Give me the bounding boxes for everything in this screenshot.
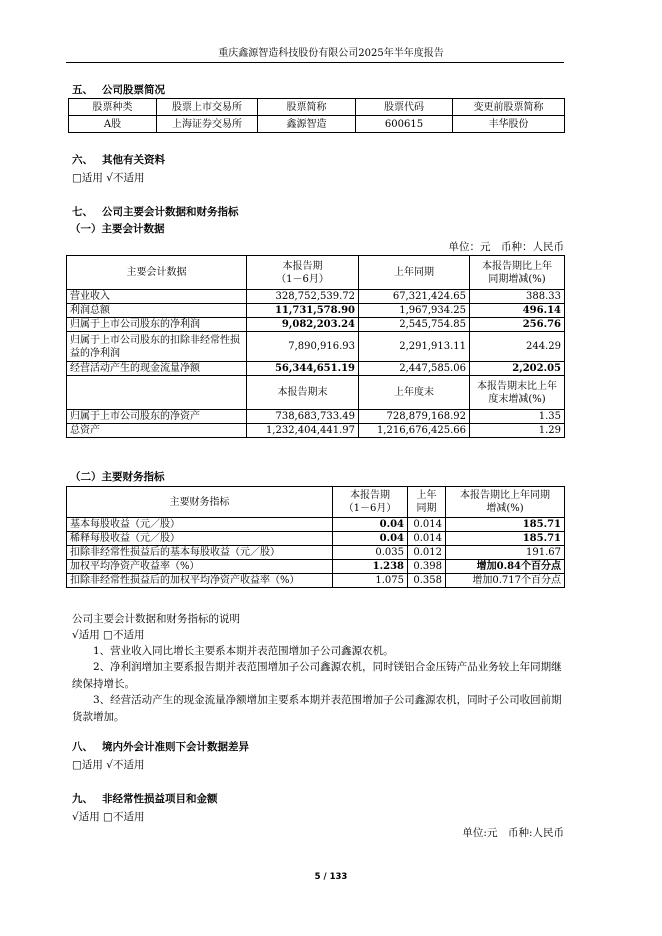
table-row (67, 332, 565, 362)
acc-head-change-text: 本报告期比上年 同期增减(%) (482, 260, 552, 285)
section9-heading (72, 791, 218, 806)
acc-row-current: 738,683,733.49 (247, 410, 359, 424)
stock-col-type: 股票种类 (69, 99, 157, 116)
section7-number: 七、 (72, 206, 93, 218)
fin-row-change: 191.67 (446, 546, 565, 560)
acc-row-label: 营业收入 (67, 290, 247, 304)
acc-row-label: 归属于上市公司股东的净资产 (67, 410, 247, 424)
fin-head-current (333, 487, 408, 518)
acc-row-prior: 2,291,913.11 (359, 332, 470, 362)
acc-head2-blank (67, 376, 247, 410)
stock-col-abbr: 股票简称 (258, 99, 356, 116)
acc-head2-prior-year-end: 上年度末 (359, 376, 470, 410)
section8-heading (72, 739, 249, 754)
section6-heading (72, 152, 165, 167)
fin-row-current: 1.238 (333, 560, 408, 574)
fin-head-prior (408, 487, 446, 518)
subsection-financial-indicators: （二）主要财务指标 (70, 471, 165, 483)
acc-row-prior: 67,321,424.65 (359, 290, 470, 304)
note-3: 3、经营活动产生的现金流量净额增加主要系本期并表范围增加子公司鑫源农机，同时子公司收回前期货款增加。 (72, 694, 562, 723)
table-row (67, 290, 565, 304)
acc-row-change: 1.29 (470, 424, 565, 438)
accounting-data-table (66, 255, 565, 438)
table-row (67, 410, 565, 424)
fin-row-change: 185.71 (446, 518, 565, 532)
stock-table (68, 98, 565, 133)
acc-row-label: 归属于上市公司股东的扣除非经常性损益的净利润 (67, 332, 247, 362)
table-row (67, 546, 565, 560)
fin-head-change-text: 本报告期比上年同期 增减(%) (460, 490, 550, 514)
acc-row-current: 328,752,539.72 (247, 290, 359, 304)
fin-row-change: 增加0.84个百分点 (446, 560, 565, 574)
acc-row-current: 7,890,916.93 (247, 332, 359, 362)
table-row (67, 518, 565, 532)
acc-row-change: 496.14 (470, 304, 565, 318)
acc-row-change: 2,202.05 (470, 362, 565, 376)
table-row (67, 304, 565, 318)
financial-indicators-table (66, 486, 565, 588)
acc-head-change (470, 256, 565, 290)
section8-number: 八、 (72, 741, 93, 753)
acc-row-label: 经营活动产生的现金流量净额 (67, 362, 247, 376)
fin-row-prior: 0.358 (408, 574, 446, 588)
section6-number: 六、 (72, 154, 93, 166)
fin-row-label: 扣除非经常性损益后的基本每股收益（元／股） (67, 546, 333, 560)
acc-head-current-text: 本报告期 （1－6月） (276, 260, 329, 285)
fin-row-label: 稀释每股收益（元／股） (67, 532, 333, 546)
section7-title: 公司主要会计数据和财务指标 (102, 206, 239, 218)
acc-row-current: 1,232,404,441.97 (247, 424, 359, 438)
fin-row-change: 185.71 (446, 532, 565, 546)
fin-row-current: 0.035 (333, 546, 408, 560)
fin-head-item: 主要财务指标 (67, 487, 333, 518)
acc-head-prior: 上年同期 (359, 256, 470, 290)
acc-row-current: 56,344,651.19 (247, 362, 359, 376)
section8-title: 境内外会计准则下会计数据差异 (102, 741, 249, 753)
acc-head-current (247, 256, 359, 290)
acc-row-label: 利润总额 (67, 304, 247, 318)
fin-head-current-text: 本报告期 （1－6月） (343, 490, 397, 514)
section9-unit: 单位:元 币种:人民币 (462, 827, 564, 839)
stock-col-prev-abbr: 变更前股票简称 (453, 99, 565, 116)
acc-head2-change: 本报告期末比上年度末增减(%) (470, 376, 565, 410)
table-row (67, 362, 565, 376)
fin-head-prior-text: 上年 同期 (416, 490, 437, 514)
table-row (67, 318, 565, 332)
acc-row-label: 归属于上市公司股东的净利润 (67, 318, 247, 332)
acc-row-change: 1.35 (470, 410, 565, 424)
fin-row-prior: 0.012 (408, 546, 446, 560)
acc-row-label: 总资产 (67, 424, 247, 438)
section9-options: √适用 □不适用 (72, 811, 145, 823)
fin-row-prior: 0.014 (408, 532, 446, 546)
acc-row-prior: 1,967,934.25 (359, 304, 470, 318)
note-2: 2、净利润增加主要系报告期并表范围增加子公司鑫源农机，同时镁铝合金压铸产品业务较上年同期继续保持增长。 (72, 661, 562, 690)
acc-head-item: 主要会计数据 (67, 256, 247, 290)
page-header: 重庆鑫源智造科技股份有限公司2025年半年度报告 (218, 48, 444, 59)
section9-number: 九、 (72, 793, 93, 805)
fin-row-current: 1.075 (333, 574, 408, 588)
acc-row-prior: 728,879,168.92 (359, 410, 470, 424)
stock-exchange: 上海证券交易所 (157, 116, 258, 133)
section6-title: 其他有关资料 (102, 154, 165, 166)
fin-row-prior: 0.398 (408, 560, 446, 574)
fin-row-prior: 0.014 (408, 518, 446, 532)
subsection-accounting-data: （一）主要会计数据 (70, 223, 165, 235)
acc-row-change: 256.76 (470, 318, 565, 332)
stock-code: 600615 (356, 116, 453, 133)
section5-number: 五、 (72, 84, 93, 96)
acc-row-current: 11,731,578.90 (247, 304, 359, 318)
notes-options: √适用 □不适用 (72, 629, 145, 641)
section5-heading (72, 82, 165, 97)
stock-abbr: 鑫源智造 (258, 116, 356, 133)
fin-row-change: 增加0.717个百分点 (446, 574, 565, 588)
unit-currency: 单位：元 币种：人民币 (448, 241, 564, 253)
section5-title: 公司股票简况 (102, 84, 165, 96)
section6-options: □适用 √不适用 (72, 172, 145, 184)
acc-row-current: 9,082,203.24 (247, 318, 359, 332)
table-row (67, 532, 565, 546)
page-number: 5 / 133 (314, 872, 348, 882)
table-row (67, 424, 565, 438)
table-row (67, 574, 565, 588)
acc-row-prior: 2,545,754.85 (359, 318, 470, 332)
header-rule (66, 62, 564, 63)
stock-type: A股 (69, 116, 157, 133)
section7-heading (72, 204, 239, 219)
table-row (67, 560, 565, 574)
acc-row-prior: 2,447,585.06 (359, 362, 470, 376)
note-1: 1、营业收入同比增长主要系本期并表范围增加子公司鑫源农机。 (93, 645, 394, 657)
fin-row-label: 基本每股收益（元／股） (67, 518, 333, 532)
section8-options: □适用 √不适用 (72, 759, 145, 771)
stock-col-exchange: 股票上市交易所 (157, 99, 258, 116)
acc-row-change: 388.33 (470, 290, 565, 304)
notes-title: 公司主要会计数据和财务指标的说明 (72, 613, 240, 625)
acc-row-prior: 1,216,676,425.66 (359, 424, 470, 438)
acc-head2-period-end: 本报告期末 (247, 376, 359, 410)
stock-col-code: 股票代码 (356, 99, 453, 116)
section9-title: 非经常性损益项目和金额 (102, 793, 218, 805)
stock-prev-abbr: 丰华股份 (453, 116, 565, 133)
fin-row-current: 0.04 (333, 532, 408, 546)
fin-row-current: 0.04 (333, 518, 408, 532)
fin-row-label: 扣除非经常性损益后的加权平均净资产收益率（%） (67, 574, 333, 588)
fin-head-change (446, 487, 565, 518)
fin-row-label: 加权平均净资产收益率（%） (67, 560, 333, 574)
acc-row-change: 244.29 (470, 332, 565, 362)
